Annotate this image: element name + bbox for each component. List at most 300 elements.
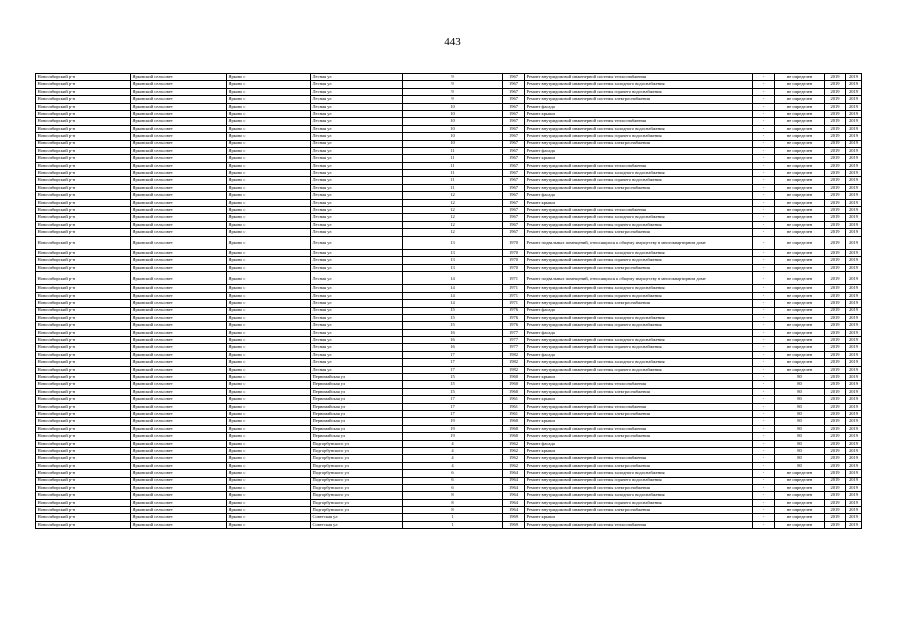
start-year-cell: 2019 xyxy=(825,366,846,373)
locality-cell: Ярково с xyxy=(227,477,311,484)
street-cell: Советская ул xyxy=(311,521,403,528)
house-number-cell: 17 xyxy=(403,366,503,373)
table-row xyxy=(36,307,862,314)
settlement-cell: Ярковский сельсовет xyxy=(131,74,227,81)
work-type-cell: Ремонт внутридомовой инженерной системы теплоснабжения xyxy=(525,381,753,388)
work-type-cell: Ремонт внутридомовой инженерной системы электроснабжения xyxy=(525,229,753,236)
work-type-cell: Ремонт крыши xyxy=(525,396,753,403)
district-cell: Новосибирский р-н xyxy=(36,236,131,249)
street-cell: Лесная ул xyxy=(311,125,403,132)
end-year-cell: 2019 xyxy=(846,292,862,299)
work-type-cell: Ремонт внутридомовой инженерной системы горячего водоснабжения xyxy=(525,221,753,228)
house-number-cell: 10 xyxy=(403,110,503,117)
district-cell: Новосибирский р-н xyxy=(36,110,131,117)
street-cell: Лесная ул xyxy=(311,96,403,103)
table-row xyxy=(36,74,862,81)
district-cell: Новосибирский р-н xyxy=(36,447,131,454)
house-number-cell: 4 xyxy=(403,440,503,447)
dash-cell: - xyxy=(753,184,775,191)
work-type-cell: Ремонт внутридомовой инженерной системы горячего водоснабжения xyxy=(525,292,753,299)
end-year-cell: 2019 xyxy=(846,118,862,125)
year-cell: 1961 xyxy=(503,411,525,418)
district-cell: Новосибирский р-н xyxy=(36,425,131,432)
dash-cell: - xyxy=(753,425,775,432)
work-type-cell: Ремонт внутридомовой инженерной системы горячего водоснабжения xyxy=(525,88,753,95)
work-type-cell: Ремонт внутридомовой инженерной системы холодного водоснабжения xyxy=(525,214,753,221)
settlement-cell: Ярковский сельсовет xyxy=(131,184,227,191)
locality-cell: Ярково с xyxy=(227,314,311,321)
start-year-cell: 2019 xyxy=(825,264,846,271)
locality-cell: Ярково с xyxy=(227,221,311,228)
dash-cell: - xyxy=(753,411,775,418)
cost-cell: не определен xyxy=(775,484,825,491)
locality-cell: Ярково с xyxy=(227,366,311,373)
dash-cell: - xyxy=(753,214,775,221)
table-row xyxy=(36,292,862,299)
dash-cell: - xyxy=(753,388,775,395)
house-number-cell: 6 xyxy=(403,484,503,491)
cost-cell: не определен xyxy=(775,155,825,162)
cost-cell: не определен xyxy=(775,366,825,373)
start-year-cell: 2019 xyxy=(825,292,846,299)
street-cell: Первомайская ул xyxy=(311,411,403,418)
house-number-cell: 12 xyxy=(403,214,503,221)
settlement-cell: Ярковский сельсовет xyxy=(131,374,227,381)
district-cell: Новосибирский р-н xyxy=(36,374,131,381)
table-row xyxy=(36,272,862,285)
end-year-cell: 2019 xyxy=(846,344,862,351)
dash-cell: - xyxy=(753,514,775,521)
dash-cell: - xyxy=(753,403,775,410)
dash-cell: - xyxy=(753,499,775,506)
district-cell: Новосибирский р-н xyxy=(36,272,131,285)
year-cell: 1977 xyxy=(503,329,525,336)
table-row xyxy=(36,425,862,432)
end-year-cell: 2019 xyxy=(846,125,862,132)
locality-cell: Ярково с xyxy=(227,381,311,388)
settlement-cell: Ярковский сельсовет xyxy=(131,492,227,499)
work-type-cell: Ремонт внутридомовой инженерной системы горячего водоснабжения xyxy=(525,133,753,140)
district-cell: Новосибирский р-н xyxy=(36,147,131,154)
district-cell: Новосибирский р-н xyxy=(36,359,131,366)
house-number-cell: 11 xyxy=(403,147,503,154)
dash-cell: - xyxy=(753,359,775,366)
year-cell: 1964 xyxy=(503,499,525,506)
cost-cell: не определен xyxy=(775,314,825,321)
cost-cell: не определен xyxy=(775,300,825,307)
table-row xyxy=(36,455,862,462)
work-type-cell: Ремонт фасада xyxy=(525,147,753,154)
house-number-cell: 15 xyxy=(403,374,503,381)
start-year-cell: 2019 xyxy=(825,88,846,95)
district-cell: Новосибирский р-н xyxy=(36,470,131,477)
year-cell: 1970 xyxy=(503,257,525,264)
house-number-cell: 13 xyxy=(403,236,503,249)
cost-cell: не определен xyxy=(775,292,825,299)
house-number-cell: 14 xyxy=(403,300,503,307)
street-cell: Подгорбунского ул xyxy=(311,440,403,447)
work-type-cell: Ремонт внутридомовой инженерной системы горячего водоснабжения xyxy=(525,177,753,184)
settlement-cell: Ярковский сельсовет xyxy=(131,440,227,447)
year-cell: 1967 xyxy=(503,162,525,169)
locality-cell: Ярково с xyxy=(227,403,311,410)
settlement-cell: Ярковский сельсовет xyxy=(131,103,227,110)
locality-cell: Ярково с xyxy=(227,177,311,184)
start-year-cell: 2019 xyxy=(825,521,846,528)
work-type-cell: Ремонт подвальных помещений, относящихся к общему имуществу в многоквартирном доме xyxy=(525,236,753,249)
work-type-cell: Ремонт внутридомовой инженерной системы теплоснабжения xyxy=(525,425,753,432)
table-row xyxy=(36,396,862,403)
table-row xyxy=(36,133,862,140)
start-year-cell: 2019 xyxy=(825,170,846,177)
settlement-cell: Ярковский сельсовет xyxy=(131,359,227,366)
work-type-cell: Ремонт внутридомовой инженерной системы холодного водоснабжения xyxy=(525,125,753,132)
street-cell: Первомайская ул xyxy=(311,381,403,388)
district-cell: Новосибирский р-н xyxy=(36,170,131,177)
settlement-cell: Ярковский сельсовет xyxy=(131,322,227,329)
dash-cell: - xyxy=(753,155,775,162)
end-year-cell: 2019 xyxy=(846,484,862,491)
year-cell: 1962 xyxy=(503,462,525,469)
house-number-cell: 12 xyxy=(403,199,503,206)
street-cell: Лесная ул xyxy=(311,207,403,214)
dash-cell: - xyxy=(753,177,775,184)
year-cell: 1967 xyxy=(503,74,525,81)
cost-cell: 80 xyxy=(775,433,825,440)
cost-cell: не определен xyxy=(775,103,825,110)
start-year-cell: 2019 xyxy=(825,236,846,249)
cost-cell: не определен xyxy=(775,492,825,499)
dash-cell: - xyxy=(753,477,775,484)
locality-cell: Ярково с xyxy=(227,351,311,358)
settlement-cell: Ярковский сельсовет xyxy=(131,257,227,264)
cost-cell: не определен xyxy=(775,96,825,103)
district-cell: Новосибирский р-н xyxy=(36,440,131,447)
locality-cell: Ярково с xyxy=(227,133,311,140)
settlement-cell: Ярковский сельсовет xyxy=(131,381,227,388)
house-number-cell: 11 xyxy=(403,162,503,169)
street-cell: Лесная ул xyxy=(311,184,403,191)
start-year-cell: 2019 xyxy=(825,351,846,358)
year-cell: 1967 xyxy=(503,103,525,110)
start-year-cell: 2019 xyxy=(825,110,846,117)
settlement-cell: Ярковский сельсовет xyxy=(131,425,227,432)
district-cell: Новосибирский р-н xyxy=(36,366,131,373)
start-year-cell: 2019 xyxy=(825,207,846,214)
settlement-cell: Ярковский сельсовет xyxy=(131,366,227,373)
table-row xyxy=(36,184,862,191)
street-cell: Лесная ул xyxy=(311,307,403,314)
dash-cell: - xyxy=(753,455,775,462)
year-cell: 1970 xyxy=(503,264,525,271)
settlement-cell: Ярковский сельсовет xyxy=(131,264,227,271)
cost-cell: 80 xyxy=(775,388,825,395)
locality-cell: Ярково с xyxy=(227,236,311,249)
year-cell: 1967 xyxy=(503,147,525,154)
locality-cell: Ярково с xyxy=(227,199,311,206)
house-number-cell: 14 xyxy=(403,292,503,299)
house-number-cell: 17 xyxy=(403,359,503,366)
table-row xyxy=(36,170,862,177)
end-year-cell: 2019 xyxy=(846,155,862,162)
settlement-cell: Ярковский сельсовет xyxy=(131,249,227,256)
cost-cell: не определен xyxy=(775,88,825,95)
cost-cell: не определен xyxy=(775,249,825,256)
end-year-cell: 2019 xyxy=(846,374,862,381)
district-cell: Новосибирский р-н xyxy=(36,81,131,88)
house-number-cell: 6 xyxy=(403,470,503,477)
start-year-cell: 2019 xyxy=(825,118,846,125)
dash-cell: - xyxy=(753,492,775,499)
cost-cell: 80 xyxy=(775,440,825,447)
house-number-cell: 6 xyxy=(403,477,503,484)
work-type-cell: Ремонт фасада xyxy=(525,351,753,358)
year-cell: 1971 xyxy=(503,300,525,307)
settlement-cell: Ярковский сельсовет xyxy=(131,147,227,154)
district-cell: Новосибирский р-н xyxy=(36,329,131,336)
end-year-cell: 2019 xyxy=(846,507,862,514)
settlement-cell: Ярковский сельсовет xyxy=(131,307,227,314)
table-row xyxy=(36,249,862,256)
cost-cell: 80 xyxy=(775,418,825,425)
settlement-cell: Ярковский сельсовет xyxy=(131,162,227,169)
dash-cell: - xyxy=(753,125,775,132)
street-cell: Лесная ул xyxy=(311,140,403,147)
street-cell: Лесная ул xyxy=(311,285,403,292)
dash-cell: - xyxy=(753,272,775,285)
end-year-cell: 2019 xyxy=(846,162,862,169)
locality-cell: Ярково с xyxy=(227,374,311,381)
cost-cell: не определен xyxy=(775,514,825,521)
dash-cell: - xyxy=(753,229,775,236)
locality-cell: Ярково с xyxy=(227,388,311,395)
cost-cell: не определен xyxy=(775,133,825,140)
settlement-cell: Ярковский сельсовет xyxy=(131,447,227,454)
locality-cell: Ярково с xyxy=(227,272,311,285)
locality-cell: Ярково с xyxy=(227,147,311,154)
year-cell: 1967 xyxy=(503,133,525,140)
year-cell: 1977 xyxy=(503,344,525,351)
start-year-cell: 2019 xyxy=(825,403,846,410)
street-cell: Лесная ул xyxy=(311,177,403,184)
year-cell: 1964 xyxy=(503,492,525,499)
street-cell: Подгорбунского ул xyxy=(311,499,403,506)
district-cell: Новосибирский р-н xyxy=(36,462,131,469)
start-year-cell: 2019 xyxy=(825,462,846,469)
district-cell: Новосибирский р-н xyxy=(36,199,131,206)
locality-cell: Ярково с xyxy=(227,507,311,514)
table-row xyxy=(36,381,862,388)
end-year-cell: 2019 xyxy=(846,103,862,110)
year-cell: 1964 xyxy=(503,484,525,491)
locality-cell: Ярково с xyxy=(227,300,311,307)
street-cell: Лесная ул xyxy=(311,103,403,110)
work-type-cell: Ремонт внутридомовой инженерной системы холодного водоснабжения xyxy=(525,314,753,321)
cost-cell: не определен xyxy=(775,110,825,117)
settlement-cell: Ярковский сельсовет xyxy=(131,433,227,440)
district-cell: Новосибирский р-н xyxy=(36,388,131,395)
street-cell: Лесная ул xyxy=(311,229,403,236)
table-row xyxy=(36,322,862,329)
cost-cell: 80 xyxy=(775,374,825,381)
dash-cell: - xyxy=(753,418,775,425)
end-year-cell: 2019 xyxy=(846,140,862,147)
district-cell: Новосибирский р-н xyxy=(36,381,131,388)
house-number-cell: 12 xyxy=(403,221,503,228)
year-cell: 1960 xyxy=(503,425,525,432)
settlement-cell: Ярковский сельсовет xyxy=(131,96,227,103)
locality-cell: Ярково с xyxy=(227,344,311,351)
table-row xyxy=(36,344,862,351)
street-cell: Лесная ул xyxy=(311,337,403,344)
settlement-cell: Ярковский сельсовет xyxy=(131,229,227,236)
table-row xyxy=(36,257,862,264)
locality-cell: Ярково с xyxy=(227,447,311,454)
settlement-cell: Ярковский сельсовет xyxy=(131,329,227,336)
end-year-cell: 2019 xyxy=(846,425,862,432)
work-type-cell: Ремонт крыши xyxy=(525,199,753,206)
dash-cell: - xyxy=(753,329,775,336)
locality-cell: Ярково с xyxy=(227,425,311,432)
locality-cell: Ярково с xyxy=(227,433,311,440)
settlement-cell: Ярковский сельсовет xyxy=(131,118,227,125)
table-row xyxy=(36,125,862,132)
cost-cell: не определен xyxy=(775,285,825,292)
district-cell: Новосибирский р-н xyxy=(36,396,131,403)
house-number-cell: 11 xyxy=(403,155,503,162)
page-number: 443 xyxy=(444,36,461,48)
district-cell: Новосибирский р-н xyxy=(36,484,131,491)
work-type-cell: Ремонт внутридомовой инженерной системы горячего водоснабжения xyxy=(525,344,753,351)
end-year-cell: 2019 xyxy=(846,221,862,228)
cost-cell: не определен xyxy=(775,236,825,249)
table-row xyxy=(36,329,862,336)
year-cell: 1971 xyxy=(503,285,525,292)
district-cell: Новосибирский р-н xyxy=(36,184,131,191)
street-cell: Подгорбунского ул xyxy=(311,484,403,491)
table-row xyxy=(36,403,862,410)
district-cell: Новосибирский р-н xyxy=(36,285,131,292)
start-year-cell: 2019 xyxy=(825,221,846,228)
end-year-cell: 2019 xyxy=(846,462,862,469)
dash-cell: - xyxy=(753,285,775,292)
cost-cell: не определен xyxy=(775,359,825,366)
end-year-cell: 2019 xyxy=(846,418,862,425)
dash-cell: - xyxy=(753,300,775,307)
settlement-cell: Ярковский сельсовет xyxy=(131,81,227,88)
end-year-cell: 2019 xyxy=(846,264,862,271)
dash-cell: - xyxy=(753,322,775,329)
settlement-cell: Ярковский сельсовет xyxy=(131,462,227,469)
settlement-cell: Ярковский сельсовет xyxy=(131,337,227,344)
street-cell: Подгорбунского ул xyxy=(311,477,403,484)
table-row xyxy=(36,96,862,103)
year-cell: 1976 xyxy=(503,307,525,314)
settlement-cell: Ярковский сельсовет xyxy=(131,388,227,395)
cost-cell: 80 xyxy=(775,396,825,403)
settlement-cell: Ярковский сельсовет xyxy=(131,199,227,206)
locality-cell: Ярково с xyxy=(227,162,311,169)
work-type-cell: Ремонт фасада xyxy=(525,192,753,199)
house-number-cell: 11 xyxy=(403,184,503,191)
district-cell: Новосибирский р-н xyxy=(36,192,131,199)
house-number-cell: 1 xyxy=(403,521,503,528)
start-year-cell: 2019 xyxy=(825,81,846,88)
house-number-cell: 12 xyxy=(403,229,503,236)
locality-cell: Ярково с xyxy=(227,359,311,366)
table-row xyxy=(36,177,862,184)
table-row xyxy=(36,103,862,110)
year-cell: 1969 xyxy=(503,514,525,521)
locality-cell: Ярково с xyxy=(227,249,311,256)
locality-cell: Ярково с xyxy=(227,492,311,499)
settlement-cell: Ярковский сельсовет xyxy=(131,300,227,307)
settlement-cell: Ярковский сельсовет xyxy=(131,170,227,177)
end-year-cell: 2019 xyxy=(846,184,862,191)
year-cell: 1967 xyxy=(503,207,525,214)
year-cell: 1964 xyxy=(503,470,525,477)
cost-cell: не определен xyxy=(775,307,825,314)
table-row xyxy=(36,337,862,344)
house-number-cell: 8 xyxy=(403,507,503,514)
house-number-cell: 4 xyxy=(403,447,503,454)
table-row xyxy=(36,162,862,169)
year-cell: 1962 xyxy=(503,447,525,454)
table-row xyxy=(36,440,862,447)
end-year-cell: 2019 xyxy=(846,455,862,462)
street-cell: Первомайская ул xyxy=(311,418,403,425)
locality-cell: Ярково с xyxy=(227,307,311,314)
year-cell: 1960 xyxy=(503,374,525,381)
dash-cell: - xyxy=(753,170,775,177)
district-cell: Новосибирский р-н xyxy=(36,257,131,264)
dash-cell: - xyxy=(753,140,775,147)
dash-cell: - xyxy=(753,433,775,440)
work-type-cell: Ремонт внутридомовой инженерной системы холодного водоснабжения xyxy=(525,359,753,366)
street-cell: Лесная ул xyxy=(311,170,403,177)
house-number-cell: 13 xyxy=(403,257,503,264)
dash-cell: - xyxy=(753,470,775,477)
settlement-cell: Ярковский сельсовет xyxy=(131,314,227,321)
street-cell: Лесная ул xyxy=(311,351,403,358)
table-body xyxy=(36,74,862,529)
settlement-cell: Ярковский сельсовет xyxy=(131,499,227,506)
year-cell: 1960 xyxy=(503,388,525,395)
end-year-cell: 2019 xyxy=(846,207,862,214)
table-row xyxy=(36,81,862,88)
locality-cell: Ярково с xyxy=(227,170,311,177)
work-type-cell: Ремонт внутридомовой инженерной системы электроснабжения xyxy=(525,462,753,469)
dash-cell: - xyxy=(753,249,775,256)
year-cell: 1982 xyxy=(503,359,525,366)
start-year-cell: 2019 xyxy=(825,440,846,447)
settlement-cell: Ярковский сельсовет xyxy=(131,272,227,285)
start-year-cell: 2019 xyxy=(825,425,846,432)
year-cell: 1976 xyxy=(503,322,525,329)
street-cell: Лесная ул xyxy=(311,81,403,88)
district-cell: Новосибирский р-н xyxy=(36,133,131,140)
cost-cell: 80 xyxy=(775,403,825,410)
year-cell: 1967 xyxy=(503,214,525,221)
dash-cell: - xyxy=(753,314,775,321)
locality-cell: Ярково с xyxy=(227,207,311,214)
cost-cell: не определен xyxy=(775,499,825,506)
settlement-cell: Ярковский сельсовет xyxy=(131,221,227,228)
cost-cell: 80 xyxy=(775,411,825,418)
work-type-cell: Ремонт внутридомовой инженерной системы теплоснабжения xyxy=(525,162,753,169)
table-row xyxy=(36,418,862,425)
settlement-cell: Ярковский сельсовет xyxy=(131,88,227,95)
